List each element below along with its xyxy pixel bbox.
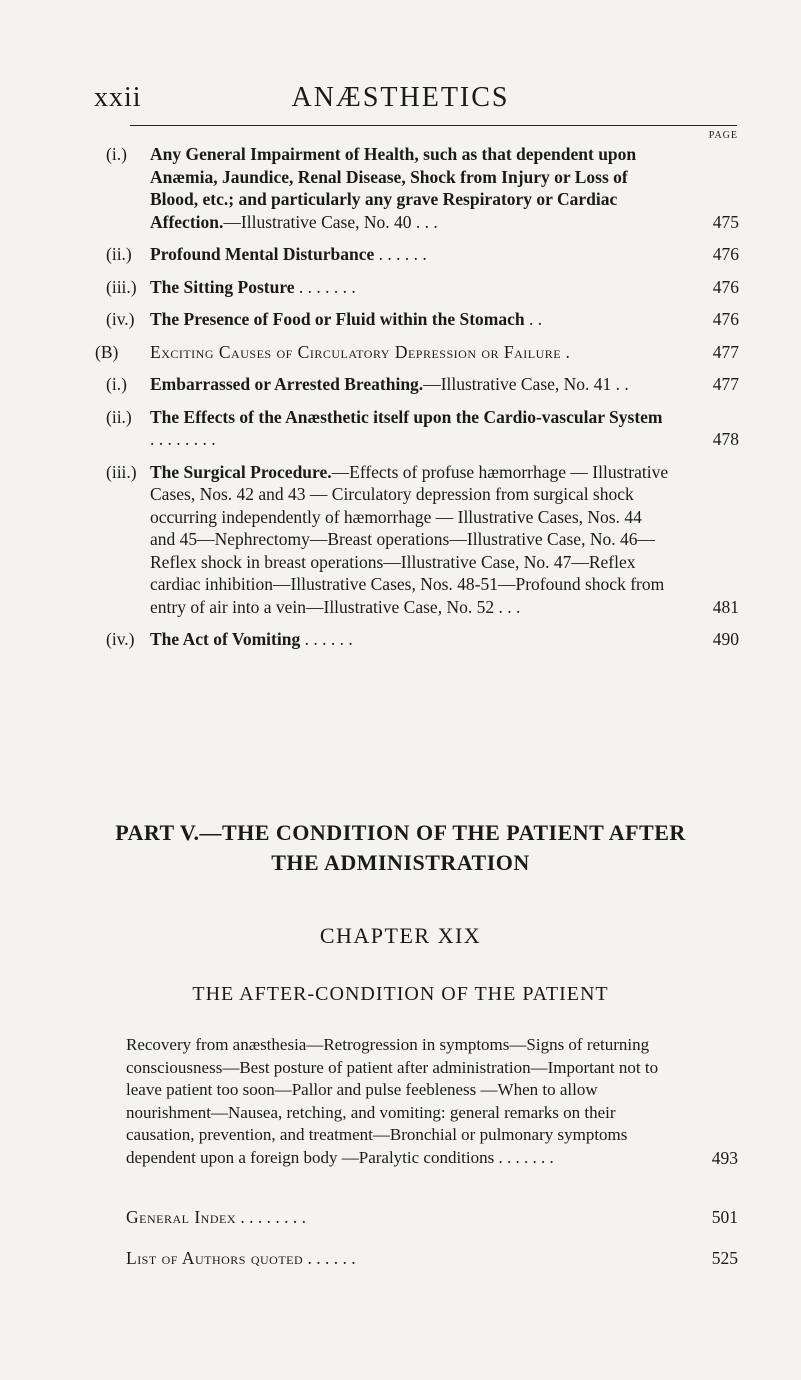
entry-heading: Any General Impairment of Health, such as that dependent upon Anæmia, Jaundice, Renal Disease, Shock from Injury or Loss of Blood, etc.; and particularly any grave Respiratory or Cardiac Affection. <box>150 144 637 232</box>
contents-entry <box>0 628 801 651</box>
leader-dots: . . . . . . . . <box>150 429 216 449</box>
contents-entry <box>0 243 801 266</box>
summary-text <box>126 1034 686 1169</box>
entry-detail: —Effects of profuse hæmorrhage — Illustrative Cases, Nos. 42 and 43 — Circulatory depression from surgical shock occurring independently of hæmorrhage — Illustrative Cases, Nos. 44 and 45—Nephrectomy—Breast operations—Illustrative Case, No. 46—Reflex shock in breast operations—Illustrative Case, No. 47—Reflex cardiac inhibition—Illustrative Cases, Nos. 48-51—Profound shock from entry of air into a vein—Illustrative Case, No. 52 <box>150 461 669 617</box>
leader-dots: . . <box>615 374 629 394</box>
entry-heading: The Surgical Procedure. <box>150 461 332 482</box>
entry-text <box>150 243 740 266</box>
leader-dots: . . . . . . . <box>498 1147 554 1167</box>
entry-text <box>150 628 740 651</box>
running-head <box>0 82 801 122</box>
leader-dots: . . . . . . . . <box>240 1207 306 1227</box>
entry-number: (iv.) <box>106 629 135 649</box>
contents-entry <box>0 143 801 233</box>
leader-dots: . . . . . . <box>378 244 427 264</box>
leader-dots: . . . . . . <box>307 1248 356 1268</box>
leader-dots: . . . <box>498 596 521 617</box>
entry-page: 476 <box>712 276 739 297</box>
entry-heading: Embarrassed or Arrested Breathing. <box>150 374 424 394</box>
book-title: ANÆSTHETICS <box>291 82 510 113</box>
leader-dots: . . . . . . . <box>298 276 356 297</box>
entry-heading: The Sitting Posture <box>150 276 295 297</box>
header-rule <box>130 125 737 126</box>
entry-heading: The Effects of the Anæsthetic itself upon the Cardio-vascular System <box>150 406 663 427</box>
contents-entry <box>0 461 801 619</box>
contents-entry <box>0 406 801 451</box>
authors-list-entry <box>126 1247 738 1269</box>
chapter-title: THE AFTER-CONDITION OF THE PATIENT <box>192 983 609 1005</box>
section-letter: (B) <box>95 341 119 362</box>
entry-text <box>150 373 740 396</box>
leader-dots: . . . . . . <box>304 629 353 649</box>
entry-number: (iv.) <box>106 309 135 329</box>
contents-entry <box>0 276 801 299</box>
leader-dots: . . . <box>415 211 438 232</box>
entry-page: 478 <box>712 429 739 449</box>
entry-page: 475 <box>712 211 739 232</box>
entry-heading: Profound Mental Disturbance <box>150 244 375 264</box>
chapter-summary <box>126 1034 738 1169</box>
part-heading <box>0 818 801 878</box>
entry-page: 477 <box>712 374 739 394</box>
leader-dots: . . <box>529 309 543 329</box>
entry-page: 477 <box>712 341 739 362</box>
entry-page: 476 <box>712 309 739 329</box>
contents-section-entry <box>0 341 801 364</box>
summary-body: Recovery from anæsthesia—Retrogression in symptoms—Signs of returning consciousness—Best posture of patient after administration—Important not to leave patient too soon—Pallor and pulse feebleness —When to allow nourishment—Nausea, retching, and vomiting: general remarks on their causation, prevention, and treatment—Bronchial or pulmonary symptoms dependent upon a foreign body —Paralytic conditions <box>126 1035 659 1167</box>
entry-detail: —Illustrative Case, No. 41 <box>423 374 612 394</box>
entry-text <box>150 308 740 331</box>
part-heading-line-1: PART V.—THE CONDITION OF THE PATIENT AFTER <box>115 820 686 845</box>
entry-heading: The Act of Vomiting <box>150 629 301 649</box>
general-index-entry <box>126 1206 738 1228</box>
contents-entry <box>0 373 801 396</box>
entry-number: (ii.) <box>106 406 132 427</box>
page-number: xxii <box>94 82 142 113</box>
entry-heading: The Presence of Food or Fluid within the Stomach <box>150 309 525 329</box>
summary-page: 493 <box>711 1147 738 1168</box>
entry-page: 490 <box>712 629 739 649</box>
contents-entry <box>0 308 801 331</box>
entry-number: (i.) <box>106 144 127 164</box>
entry-number: (i.) <box>106 374 127 394</box>
entry-number: (ii.) <box>106 244 132 264</box>
chapter-label: CHAPTER XIX <box>319 923 482 948</box>
entry-detail: —Illustrative Case, No. 40 <box>223 211 412 232</box>
entry-number: (iii.) <box>106 276 137 297</box>
entry-number: (iii.) <box>106 461 137 482</box>
entry-text <box>150 461 670 619</box>
page-column-label: PAGE <box>708 130 738 141</box>
index-page: 525 <box>711 1247 738 1268</box>
index-label: General Index <box>126 1207 236 1227</box>
index-page: 501 <box>711 1206 738 1227</box>
entry-text <box>150 276 740 299</box>
contents-entries <box>0 143 801 661</box>
part-heading-line-2: THE ADMINISTRATION <box>271 850 530 875</box>
entry-text <box>150 341 740 364</box>
index-label: List of Authors quoted <box>126 1248 304 1268</box>
section-heading: Exciting Causes of Circulatory Depression or Failure <box>150 341 562 362</box>
entry-page: 476 <box>712 244 739 264</box>
entry-page: 481 <box>712 596 739 617</box>
leader-dots: . <box>565 341 570 362</box>
entry-text <box>150 406 670 451</box>
entry-text <box>150 143 670 233</box>
